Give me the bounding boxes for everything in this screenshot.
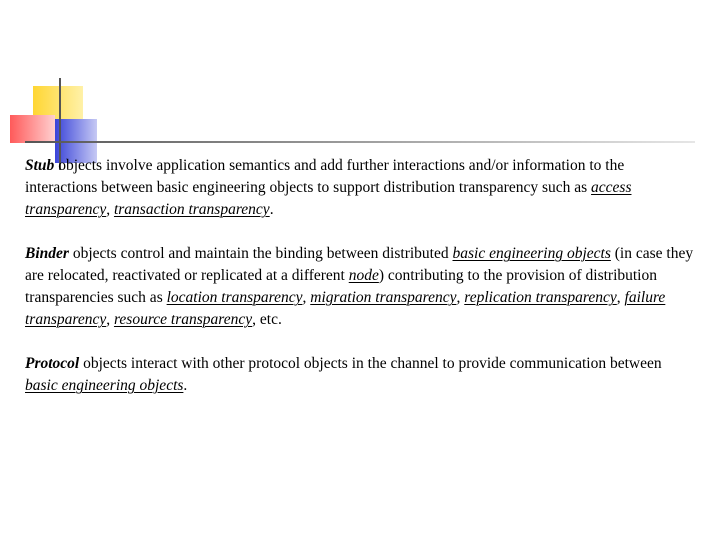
paragraph-text: , <box>106 201 114 218</box>
link-migration-transparency[interactable]: migration transparency <box>310 289 457 306</box>
paragraph-text: (in case they are relocated, reactivated or replicated at a different <box>25 245 694 284</box>
paragraph-text: objects control and maintain the binding between distributed <box>68 245 453 262</box>
term-protocol: Protocol <box>25 355 80 372</box>
corner-decoration <box>0 0 720 170</box>
paragraph-text: . <box>269 201 274 218</box>
link-transaction-transparency[interactable]: transaction transparency <box>113 201 270 218</box>
link-location-transparency[interactable]: location transparency <box>166 289 303 306</box>
link-basic-engineering-objects-2[interactable]: basic engineering objects <box>25 377 184 394</box>
paragraph-text: , <box>616 289 625 306</box>
link-failure-transparency[interactable]: failure transparency <box>25 289 666 328</box>
link-access-transparency[interactable]: access transparency <box>25 179 632 218</box>
paragraph-text: . <box>183 377 188 394</box>
term-binder: Binder <box>25 245 69 262</box>
paragraph-text: , <box>302 289 311 306</box>
decor-horizontal-line <box>25 141 695 143</box>
paragraph-text: objects interact with other protocol objects in the channel to provide communication between <box>79 355 662 372</box>
stub-paragraph <box>25 155 695 221</box>
slide-body <box>25 155 695 419</box>
link-resource-transparency[interactable]: resource transparency <box>113 311 253 328</box>
protocol-paragraph <box>25 353 695 397</box>
binder-paragraph <box>25 243 695 331</box>
link-replication-transparency[interactable]: replication transparency <box>464 289 617 306</box>
paragraph-text: , <box>456 289 465 306</box>
paragraph-text: , <box>106 311 114 328</box>
term-stub: Stub <box>25 157 55 174</box>
paragraph-text: , etc. <box>252 311 282 328</box>
paragraph-text: ) contributing to the provision of distribution transparencies such as <box>25 267 657 306</box>
link-basic-engineering-objects[interactable]: basic engineering objects <box>452 245 611 262</box>
decor-red-bar <box>10 115 55 143</box>
link-node[interactable]: node <box>348 267 379 284</box>
paragraph-text: objects involve application semantics and add further interactions and/or information to the interactions between basic engineering objects to support distribution transparency such as <box>25 157 625 196</box>
